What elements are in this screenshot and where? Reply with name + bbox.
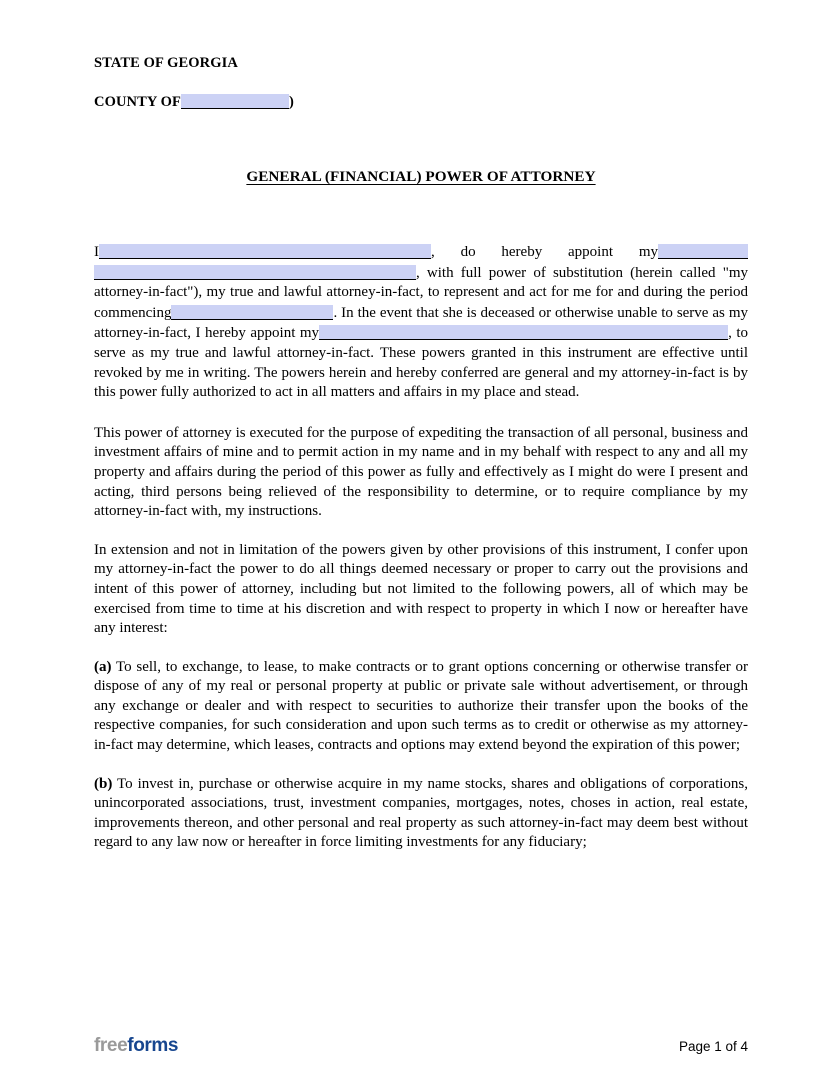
county-label: COUNTY OF [94,93,181,110]
county-line [94,92,748,110]
freeforms-logo [94,1036,178,1055]
clause-b-label: (b) [94,775,113,792]
alternate-agent-field-line1[interactable] [319,325,485,340]
page-footer [0,1036,840,1070]
document-title-container [94,168,748,186]
document-body [94,242,748,853]
agent-name-field-line1[interactable] [658,244,748,259]
logo-text-free: free [94,1035,128,1056]
paragraph-purpose: This power of attorney is executed for the purpose of expediting the transaction of all personal, business and investment affairs of mine and to permit action in my name and in my behalf with respect to any and all my property and affairs during the period of this power as fully and effectively as I might do were I present and acting, third persons being relieved of the responsibility to determine, or to require compliance by my attorney-in-fact with, my instructions. [94,424,748,520]
clause-a-label: (a) [94,658,112,675]
clause-a-text: To sell, to exchange, to lease, to make contracts or to grant options concerning or otherwise transfer or dispose of any of my real or personal property at public or private sale without advertisement, or through any exchange or dealer and with respect to securities to authorize their transfer upon the books of the respective companies, for such consideration and upon such terms as to credit or otherwise as my attorney-in-fact may determine, which leases, contracts and options may extend beyond the expiration of this power; [94,658,748,754]
jurisdiction-heading [94,56,748,109]
commencing-date-field[interactable] [171,305,333,320]
state-line: STATE OF GEORGIA [94,55,238,71]
para1-segment-1: I [94,244,99,260]
logo-text-forms: forms [127,1035,179,1056]
agent-name-field-line2[interactable] [94,265,416,280]
clause-b [94,775,748,853]
paragraph-appointment [94,242,748,403]
paragraph-extension: In extension and not in limitation of the powers given by other provisions of this instrument, I confer upon my attorney-in-fact the power to do all things deemed necessary or proper to carry out the provisions and intent of this power of attorney, including but not limited to the following powers, all of which may be exercised from time to time at his discretion and with respect to property in which I now or hereafter have any interest: [94,541,748,637]
county-close-paren: ) [288,93,294,110]
page-title: GENERAL (FINANCIAL) POWER OF ATTORNEY [246,168,596,185]
para1-segment-2: , do hereby appoint my [431,244,658,260]
para1-segment-5: , to serve as my true and lawful attorney-in-fact. These powers granted in this instrument are effective until revoked by me in writing. The powers herein and hereby conferred are general and my attorney-in-fact is by this power fully authorized to act in all matters and affairs in my place and stead. [94,325,748,401]
para1-segment-4: . In the event that she is deceased or otherwise unable to serve as my attorney-in-fact, I hereby appoint my [94,304,748,342]
page-number: Page 1 of 4 [678,1039,748,1054]
alternate-agent-field-line2[interactable] [485,325,728,340]
para1-segment-3: , with full power of substitution (herein called "my attorney-in-fact"), my true and lawful attorney-in-fact, to represent and act for me for and during the period commencing [94,264,748,321]
county-field[interactable] [181,94,289,109]
document-content [94,0,748,853]
clause-b-text: To invest in, purchase or otherwise acquire in my name stocks, shares and obligations of corporations, unincorporated associations, trust, investment companies, mortgages, notes, choses in action, real estate, improvements thereon, and other personal and real property as such attorney-in-fact may deem best without regard to any law now or hereafter in force limiting investments for any fiduciary; [94,775,748,851]
clause-a [94,658,748,756]
principal-name-field[interactable] [99,244,431,259]
